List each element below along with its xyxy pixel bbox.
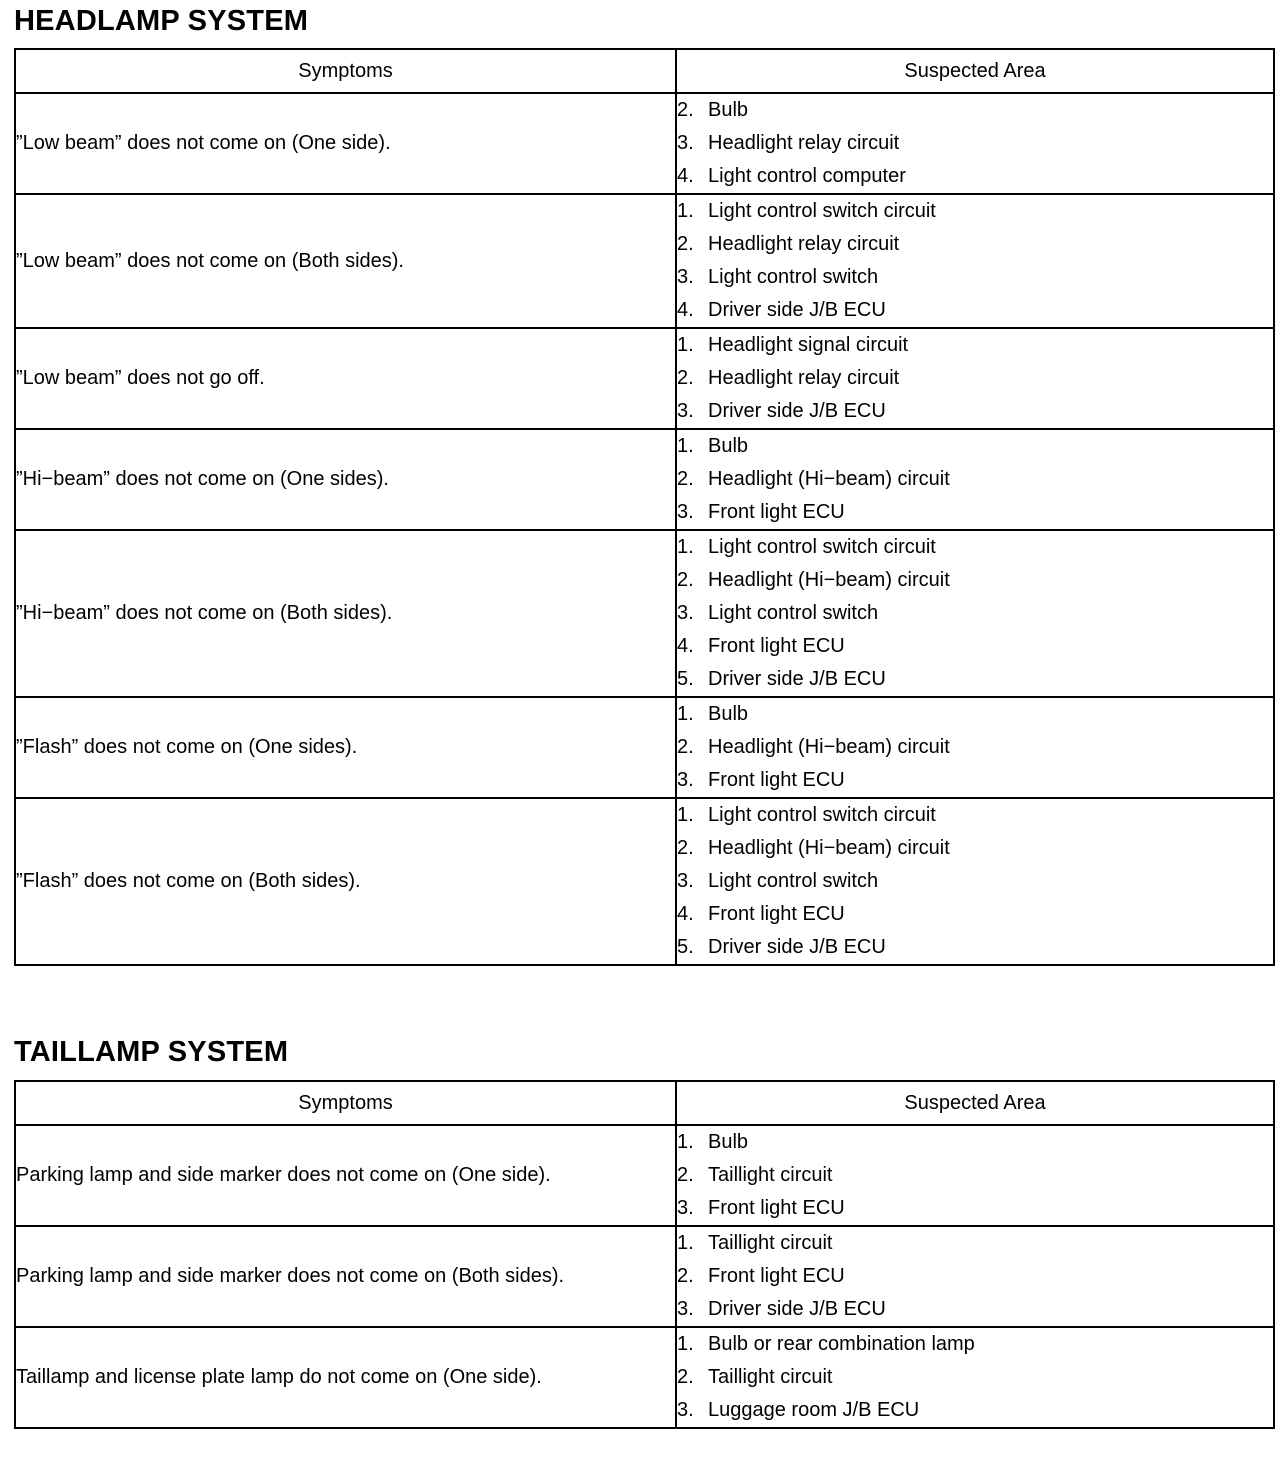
suspected-area-item [677,564,1273,597]
item-number: 4. [677,299,694,321]
suspected-area-list [677,698,1273,797]
item-text: Headlight relay circuit [708,233,900,255]
item-number: 1. [677,1232,694,1254]
suspected-area-item [677,1192,1273,1225]
item-text: Headlight (Hi−beam) circuit [708,569,950,591]
column-header-symptoms: Symptoms [15,1081,676,1125]
suspected-area-item [677,1159,1273,1192]
item-text: Driver side J/B ECU [708,1298,886,1320]
item-text: Headlight (Hi−beam) circuit [708,837,950,859]
item-number: 4. [677,635,694,657]
item-text: Taillight circuit [708,1232,833,1254]
item-text: Bulb or rear combination lamp [708,1333,975,1355]
symptom-cell: ”Flash” does not come on (One sides). [15,697,676,798]
table-row [15,798,1274,965]
suspected-area-cell [676,1327,1274,1428]
suspected-area-item [677,832,1273,865]
item-number: 1. [677,1131,694,1153]
item-number: 1. [677,435,694,457]
item-number: 2. [677,468,694,490]
item-text: Taillight circuit [708,1366,833,1388]
taillamp-table-body [15,1125,1274,1428]
item-number: 1. [677,200,694,222]
suspected-area-item [677,898,1273,931]
symptom-cell: Parking lamp and side marker does not come on (Both sides). [15,1226,676,1327]
suspected-area-item [677,329,1273,362]
symptom-cell: ”Low beam” does not come on (One side). [15,93,676,194]
column-header-suspected-area: Suspected Area [676,1081,1274,1125]
item-number: 2. [677,569,694,591]
suspected-area-list [677,1227,1273,1326]
suspected-area-item [677,630,1273,663]
symptom-cell: ”Flash” does not come on (Both sides). [15,798,676,965]
suspected-area-cell [676,429,1274,530]
item-text: Light control switch circuit [708,804,936,826]
symptom-cell: ”Hi−beam” does not come on (Both sides). [15,530,676,697]
suspected-area-item [677,1361,1273,1394]
symptom-cell: Parking lamp and side marker does not come on (One side). [15,1125,676,1226]
item-number: 2. [677,367,694,389]
column-header-suspected-area: Suspected Area [676,49,1274,93]
item-text: Headlight (Hi−beam) circuit [708,468,950,490]
suspected-area-list [677,1328,1273,1427]
item-text: Front light ECU [708,635,845,657]
item-number: 2. [677,736,694,758]
item-number: 1. [677,703,694,725]
suspected-area-item [677,531,1273,564]
taillamp-table [14,1080,1275,1429]
table-row [15,93,1274,194]
table-row [15,429,1274,530]
suspected-area-list [677,195,1273,327]
suspected-area-item [677,865,1273,898]
item-number: 3. [677,602,694,624]
suspected-area-item [677,931,1273,964]
suspected-area-item [677,1328,1273,1361]
taillamp-section-title: TAILLAMP SYSTEM [14,1036,289,1068]
item-number: 3. [677,1399,694,1421]
item-text: Taillight circuit [708,1164,833,1186]
item-number: 2. [677,1164,694,1186]
suspected-area-item [677,294,1273,327]
item-number: 2. [677,837,694,859]
suspected-area-item [677,663,1273,696]
table-row [15,530,1274,697]
item-number: 5. [677,936,694,958]
suspected-area-item [677,430,1273,463]
headlamp-table-body [15,93,1274,965]
suspected-area-item [677,731,1273,764]
item-number: 1. [677,1333,694,1355]
symptom-cell: ”Low beam” does not go off. [15,328,676,429]
suspected-area-item [677,1394,1273,1427]
suspected-area-item [677,94,1273,127]
item-text: Luggage room J/B ECU [708,1399,920,1421]
item-text: Driver side J/B ECU [708,936,886,958]
suspected-area-list [677,430,1273,529]
suspected-area-cell [676,93,1274,194]
item-text: Light control switch [708,266,879,288]
item-text: Front light ECU [708,1265,845,1287]
item-number: 2. [677,99,694,121]
suspected-area-item [677,764,1273,797]
suspected-area-item [677,1293,1273,1326]
item-number: 1. [677,804,694,826]
item-text: Bulb [708,435,749,457]
item-text: Driver side J/B ECU [708,299,886,321]
suspected-area-item [677,597,1273,630]
item-number: 3. [677,769,694,791]
table-row [15,194,1274,328]
item-text: Headlight relay circuit [708,367,900,389]
item-text: Bulb [708,1131,749,1153]
suspected-area-list [677,329,1273,428]
table-row [15,1226,1274,1327]
item-number: 3. [677,1298,694,1320]
suspected-area-cell [676,1125,1274,1226]
symptom-cell: ”Hi−beam” does not come on (One sides). [15,429,676,530]
item-text: Light control computer [708,165,906,187]
table-row [15,1327,1274,1428]
item-text: Headlight (Hi−beam) circuit [708,736,950,758]
table-row [15,328,1274,429]
item-text: Bulb [708,99,749,121]
suspected-area-item [677,228,1273,261]
item-text: Front light ECU [708,769,845,791]
suspected-area-item [677,1260,1273,1293]
item-text: Driver side J/B ECU [708,668,886,690]
item-number: 2. [677,233,694,255]
symptom-cell: Taillamp and license plate lamp do not come on (One side). [15,1327,676,1428]
suspected-area-item [677,362,1273,395]
suspected-area-list [677,1126,1273,1225]
item-number: 3. [677,501,694,523]
headlamp-section-title: HEADLAMP SYSTEM [14,5,309,37]
item-number: 2. [677,1265,694,1287]
suspected-area-list [677,531,1273,696]
item-text: Light control switch [708,602,879,624]
item-number: 4. [677,165,694,187]
item-text: Front light ECU [708,501,845,523]
symptom-cell: ”Low beam” does not come on (Both sides). [15,194,676,328]
item-number: 3. [677,400,694,422]
item-number: 1. [677,334,694,356]
suspected-area-list [677,799,1273,964]
suspected-area-cell [676,697,1274,798]
suspected-area-cell [676,798,1274,965]
suspected-area-cell [676,328,1274,429]
table-header-row [15,1081,1274,1125]
suspected-area-item [677,160,1273,193]
suspected-area-item [677,395,1273,428]
item-text: Bulb [708,703,749,725]
item-number: 1. [677,536,694,558]
table-row [15,697,1274,798]
suspected-area-item [677,463,1273,496]
item-text: Driver side J/B ECU [708,400,886,422]
item-number: 3. [677,870,694,892]
table-header-row [15,49,1274,93]
suspected-area-item [677,799,1273,832]
suspected-area-cell [676,194,1274,328]
item-text: Light control switch circuit [708,536,936,558]
suspected-area-item [677,1227,1273,1260]
item-text: Front light ECU [708,903,845,925]
item-number: 2. [677,1366,694,1388]
item-text: Light control switch circuit [708,200,936,222]
item-text: Light control switch [708,870,879,892]
item-number: 4. [677,903,694,925]
suspected-area-list [677,94,1273,193]
suspected-area-item [677,1126,1273,1159]
item-number: 3. [677,266,694,288]
suspected-area-item [677,698,1273,731]
item-number: 5. [677,668,694,690]
item-text: Headlight signal circuit [708,334,909,356]
headlamp-table [14,48,1275,966]
suspected-area-item [677,496,1273,529]
suspected-area-item [677,195,1273,228]
item-number: 3. [677,132,694,154]
item-text: Front light ECU [708,1197,845,1219]
table-row [15,1125,1274,1226]
suspected-area-cell [676,1226,1274,1327]
item-text: Headlight relay circuit [708,132,900,154]
item-number: 3. [677,1197,694,1219]
suspected-area-item [677,261,1273,294]
suspected-area-cell [676,530,1274,697]
suspected-area-item [677,127,1273,160]
column-header-symptoms: Symptoms [15,49,676,93]
